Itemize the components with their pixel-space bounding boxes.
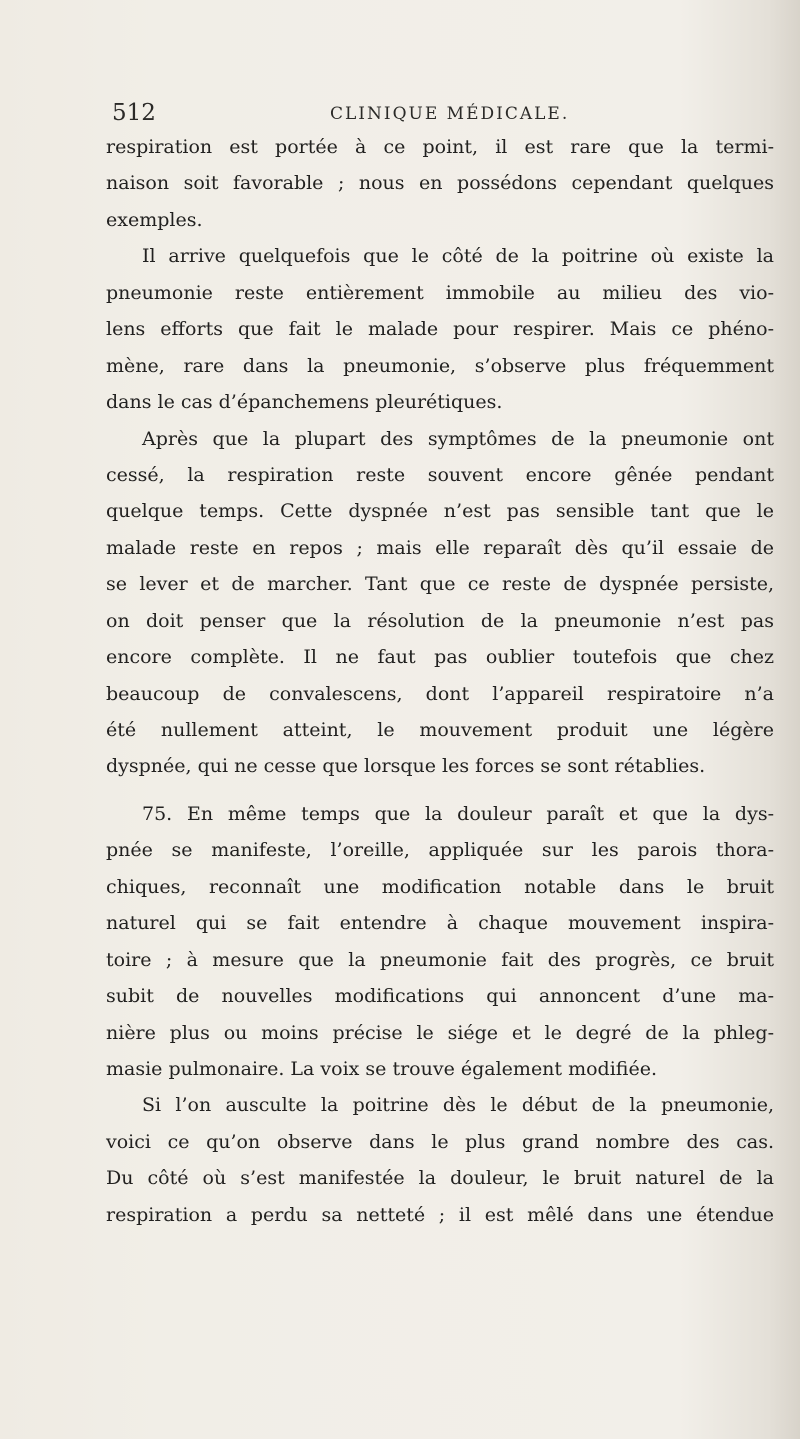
text-line: subit de nouvelles modifications qui annoncent d’une ma- <box>106 985 774 1008</box>
body-text <box>106 129 774 1233</box>
text-line: toire ; à mesure que la pneumonie fait des progrès, ce bruit <box>106 948 774 971</box>
page-number: 512 <box>112 100 156 126</box>
text-line: nière plus ou moins précise le siége et le degré de la phleg- <box>106 1021 774 1044</box>
text-line: masie pulmonaire. La voix se trouve également modifiée. <box>106 1057 657 1080</box>
text-line: quelque temps. Cette dyspnée n’est pas sensible tant que le <box>106 500 774 523</box>
text-line: Après que la plupart des symptômes de la pneumonie ont <box>142 427 774 450</box>
text-line: dans le cas d’épanchemens pleurétiques. <box>106 391 503 414</box>
text-line: encore complète. Il ne faut pas oublier toutefois que chez <box>106 646 774 669</box>
text-line: respiration est portée à ce point, il est rare que la termi- <box>106 136 774 158</box>
text-line: lens efforts que fait le malade pour respirer. Mais ce phéno- <box>106 318 774 341</box>
section-start-line: 75. En même temps que la douleur paraît et que la dys- <box>142 802 774 825</box>
text-line: on doit penser que la résolution de la pneumonie n’est pas <box>106 609 774 632</box>
text-line: chiques, reconnaît une modification notable dans le bruit <box>106 875 774 898</box>
page-header <box>112 100 772 130</box>
section-gap <box>106 785 774 796</box>
text-line: malade reste en repos ; mais elle reparaît dès qu’il essaie de <box>106 536 774 559</box>
text-line: mène, rare dans la pneumonie, s’observe plus fréquemment <box>106 354 774 377</box>
text-line: dyspnée, qui ne cesse que lorsque les forces se sont rétablies. <box>106 755 706 778</box>
text-line: voici ce qu’on observe dans le plus grand nombre des cas. <box>106 1130 774 1153</box>
text-line: Il arrive quelquefois que le côté de la poitrine où existe la <box>142 245 774 268</box>
text-line: Si l’on ausculte la poitrine dès le début de la pneumonie, <box>142 1094 774 1117</box>
text-line: se lever et de marcher. Tant que ce reste de dyspnée persiste, <box>106 573 774 596</box>
text-line: Du côté où s’est manifestée la douleur, le bruit naturel de la <box>106 1167 774 1190</box>
text-line: beaucoup de convalescens, dont l’appareil respiratoire n’a <box>106 682 774 705</box>
text-line: respiration a perdu sa netteté ; il est mêlé dans une étendue <box>106 1203 774 1226</box>
text-line: été nullement atteint, le mouvement produit une légère <box>106 719 774 741</box>
running-title: CLINIQUE MÉDICALE. <box>330 104 570 124</box>
text-line: pnée se manifeste, l’oreille, appliquée sur les parois thora- <box>106 839 774 862</box>
text-line: cessé, la respiration reste souvent encore gênée pendant <box>106 463 774 486</box>
text-line: pneumonie reste entièrement immobile au milieu des vio- <box>106 281 774 304</box>
text-line: naison soit favorable ; nous en possédons cependant quelques <box>106 172 774 195</box>
text-line: naturel qui se fait entendre à chaque mouvement inspira- <box>106 912 774 935</box>
text-line: exemples. <box>106 208 203 231</box>
